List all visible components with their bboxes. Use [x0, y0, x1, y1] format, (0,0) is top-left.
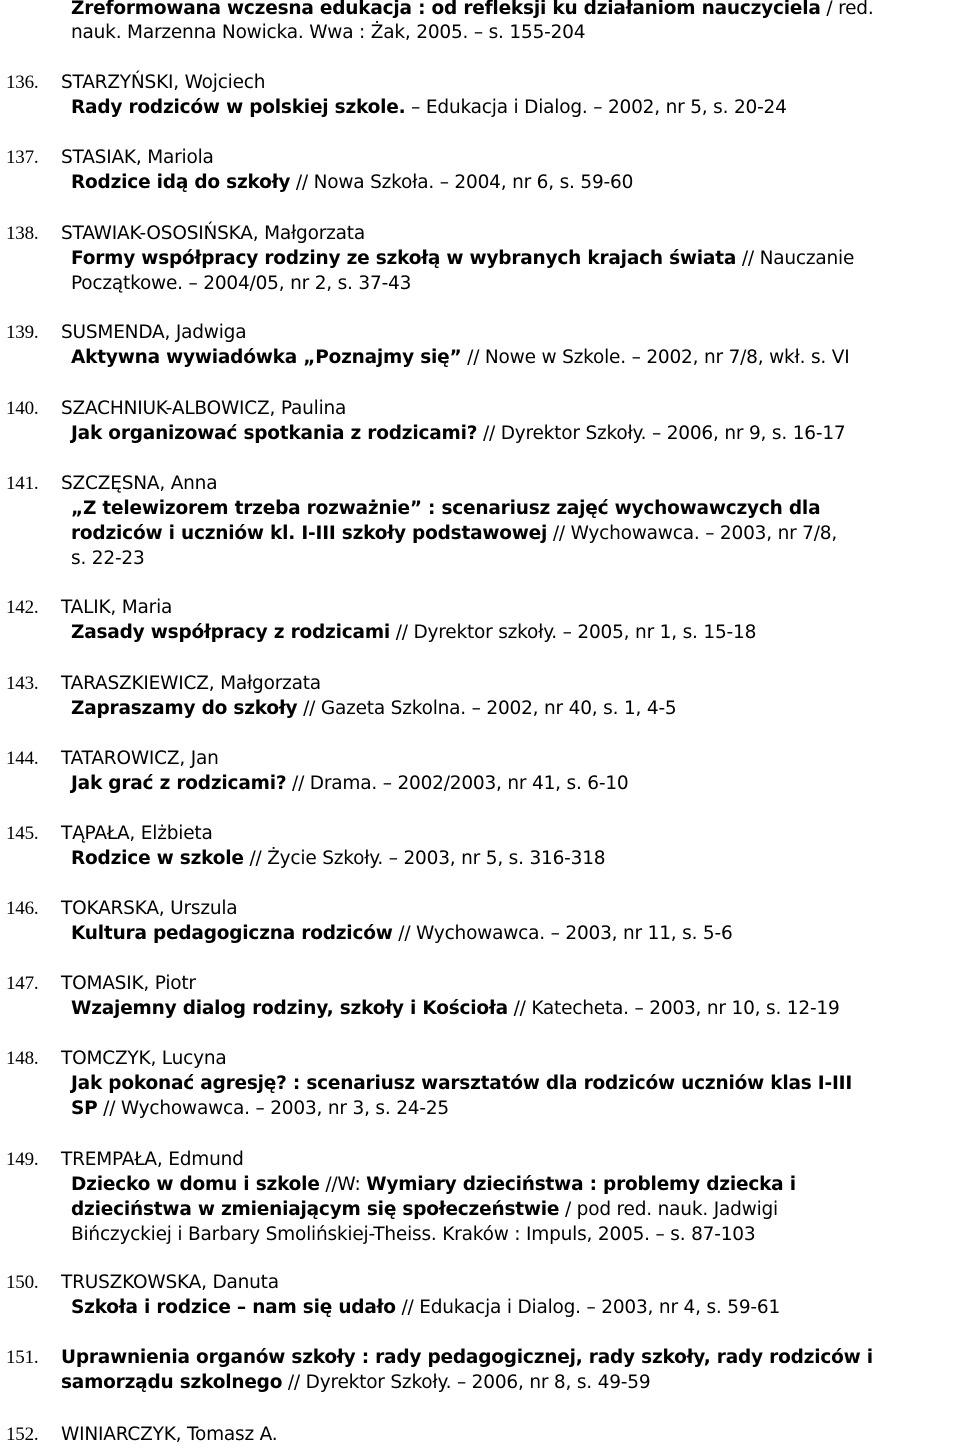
intro-editor: / red.	[820, 0, 874, 19]
citation-title: SP	[71, 1098, 98, 1119]
citation-source: s. 22-23	[71, 548, 145, 569]
citation-title: Dziecko w domu i szkole	[71, 1174, 320, 1195]
entry-citation-line	[71, 847, 605, 871]
entry-number: 144.	[6, 748, 39, 769]
entry-author: TOMASIK, Piotr	[61, 973, 196, 994]
entry-number: 146.	[6, 898, 39, 919]
entry-number: 139.	[6, 322, 39, 343]
intro-line-1	[71, 0, 874, 21]
entry-number: 145.	[6, 823, 39, 844]
citation-title: Jak organizować spotkania z rodzicami?	[71, 423, 478, 444]
citation-source: // Dyrektor Szkoły. – 2006, nr 8, s. 49-59	[282, 1372, 651, 1393]
entry-author: TARASZKIEWICZ, Małgorzata	[61, 673, 321, 694]
citation-source: // Dyrektor Szkoły. – 2006, nr 9, s. 16-17	[477, 423, 846, 444]
entry-author: TĄPAŁA, Elżbieta	[61, 823, 213, 844]
citation-source: // Dyrektor szkoły. – 2005, nr 1, s. 15-18	[390, 622, 757, 643]
citation-source: – Edukacja i Dialog. – 2002, nr 5, s. 20-24	[405, 97, 787, 118]
citation-source: // Drama. – 2002/2003, nr 41, s. 6-10	[286, 773, 629, 794]
citation-title: Rodzice w szkole	[71, 848, 244, 869]
entry-author: TREMPAŁA, Edmund	[61, 1149, 244, 1170]
entry-citation-line	[71, 997, 840, 1021]
entry-number: 149.	[6, 1149, 39, 1170]
entry-author: TATAROWICZ, Jan	[61, 748, 219, 769]
citation-source: // Życie Szkoły. – 2003, nr 5, s. 316-318	[243, 848, 606, 869]
citation-title: samorządu szkolnego	[61, 1372, 283, 1393]
entry-citation-line	[71, 772, 629, 796]
citation-title: Rady rodziców w polskiej szkole.	[71, 97, 406, 118]
entry-citation-line	[71, 522, 837, 546]
citation-source: / pod red. nauk. Jadwigi	[559, 1199, 778, 1220]
entry-citation-line	[71, 1097, 449, 1121]
entry-number: 142.	[6, 597, 39, 618]
citation-title: Jak grać z rodzicami?	[71, 773, 287, 794]
entry-number: 150.	[6, 1272, 39, 1293]
citation-title: Jak pokonać agresję? : scenariusz warsztatów dla rodziców uczniów klas I-III	[71, 1073, 853, 1094]
entry-author: STASIAK, Mariola	[61, 147, 214, 168]
citation-source: // Nowe w Szkole. – 2002, nr 7/8, wkł. s. VI	[461, 347, 850, 368]
entry-citation-line	[71, 1296, 780, 1320]
citation-title: Szkoła i rodzice – nam się udało	[71, 1297, 396, 1318]
entry-citation-line	[71, 272, 411, 296]
citation-title: Aktywna wywiadówka „Poznajmy się”	[71, 347, 462, 368]
intro-line-2: nauk. Marzenna Nowicka. Wwa : Żak, 2005. – s. 155-204	[71, 22, 586, 43]
citation-title: rodziców i uczniów kl. I-III szkoły podstawowej	[71, 523, 548, 544]
citation-title: Zapraszamy do szkoły	[71, 698, 298, 719]
citation-source: // Wychowawca. – 2003, nr 3, s. 24-25	[97, 1098, 449, 1119]
entry-citation-line	[71, 1173, 796, 1197]
entry-citation-line	[71, 96, 787, 120]
entry-number: 138.	[6, 223, 39, 244]
entry-number: 141.	[6, 473, 39, 494]
citation-title: dzieciństwa w zmieniającym się społeczeństwie	[71, 1199, 560, 1220]
citation-source: // Katecheta. – 2003, nr 10, s. 12-19	[507, 998, 840, 1019]
citation-title: Zasady współpracy z rodzicami	[71, 622, 391, 643]
entry-citation-line	[71, 247, 854, 271]
entry-author: SZACHNIUK-ALBOWICZ, Paulina	[61, 398, 347, 419]
citation-title: Wymiary dzieciństwa : problemy dziecka i	[366, 1174, 796, 1195]
citation-title: „Z telewizorem trzeba rozważnie” : scenariusz zajęć wychowawczych dla	[71, 498, 821, 519]
entry-number: 147.	[6, 973, 39, 994]
entry-author: TOMCZYK, Lucyna	[61, 1048, 227, 1069]
citation-source: // Edukacja i Dialog. – 2003, nr 4, s. 59-61	[395, 1297, 781, 1318]
entry-citation-line	[71, 547, 145, 571]
entry-citation-line	[71, 922, 733, 946]
citation-title: Rodzice idą do szkoły	[71, 172, 291, 193]
entry-citation-line	[71, 1198, 778, 1222]
entry-citation-line	[71, 497, 820, 521]
entry-citation-line	[71, 422, 845, 446]
citation-source: // Wychowawca. – 2003, nr 7/8,	[547, 523, 838, 544]
entry-author: TALIK, Maria	[61, 597, 173, 618]
entry-number: 148.	[6, 1048, 39, 1069]
citation-title: Kultura pedagogiczna rodziców	[71, 923, 393, 944]
citation-title: Uprawnienia organów szkoły : rady pedagogicznej, rady szkoły, rady rodziców i	[61, 1347, 873, 1368]
entry-number: 140.	[6, 398, 39, 419]
citation-source: // Nauczanie	[736, 248, 855, 269]
citation-source: // Wychowawca. – 2003, nr 11, s. 5-6	[392, 923, 733, 944]
citation-source: Bińczyckiej i Barbary Smolińskiej-Theiss. Kraków : Impuls, 2005. – s. 87-103	[71, 1224, 756, 1245]
entry-citation-line	[71, 621, 756, 645]
entry-number: 152.	[6, 1424, 39, 1445]
citation-title: Formy współpracy rodziny ze szkołą w wybranych krajach świata	[71, 248, 737, 269]
citation-source: Początkowe. – 2004/05, nr 2, s. 37-43	[71, 273, 412, 294]
entry-citation-line	[71, 1072, 852, 1096]
entry-citation-line	[71, 171, 633, 195]
entry-author: SZCZĘSNA, Anna	[61, 473, 218, 494]
entry-author: SUSMENDA, Jadwiga	[61, 322, 247, 343]
citation-source: // Gazeta Szkolna. – 2002, nr 40, s. 1, 4-5	[297, 698, 677, 719]
entry-number: 137.	[6, 147, 39, 168]
entry-citation-line	[71, 697, 677, 721]
entry-author: TRUSZKOWSKA, Danuta	[61, 1272, 279, 1293]
entry-author: STAWIAK-OSOSIŃSKA, Małgorzata	[61, 223, 365, 244]
entry-number: 143.	[6, 673, 39, 694]
entry-citation-line	[61, 1346, 873, 1370]
entry-number: 136.	[6, 72, 39, 93]
citation-source: // Nowa Szkoła. – 2004, nr 6, s. 59-60	[290, 172, 634, 193]
entry-author: STARZYŃSKI, Wojciech	[61, 72, 266, 93]
entry-number: 151.	[6, 1347, 39, 1368]
citation-title: Wzajemny dialog rodziny, szkoły i Kościoła	[71, 998, 508, 1019]
entry-author: WINIARCZYK, Tomasz A.	[61, 1424, 278, 1445]
entry-citation-line	[71, 1223, 755, 1247]
intro-title: Zreformowana wczesna edukacja : od refleksji ku działaniom nauczyciela	[71, 0, 821, 19]
entry-citation-line	[61, 1371, 650, 1395]
entry-citation-line	[71, 346, 849, 370]
entry-author: TOKARSKA, Urszula	[61, 898, 238, 919]
citation-source: //W:	[319, 1174, 367, 1195]
